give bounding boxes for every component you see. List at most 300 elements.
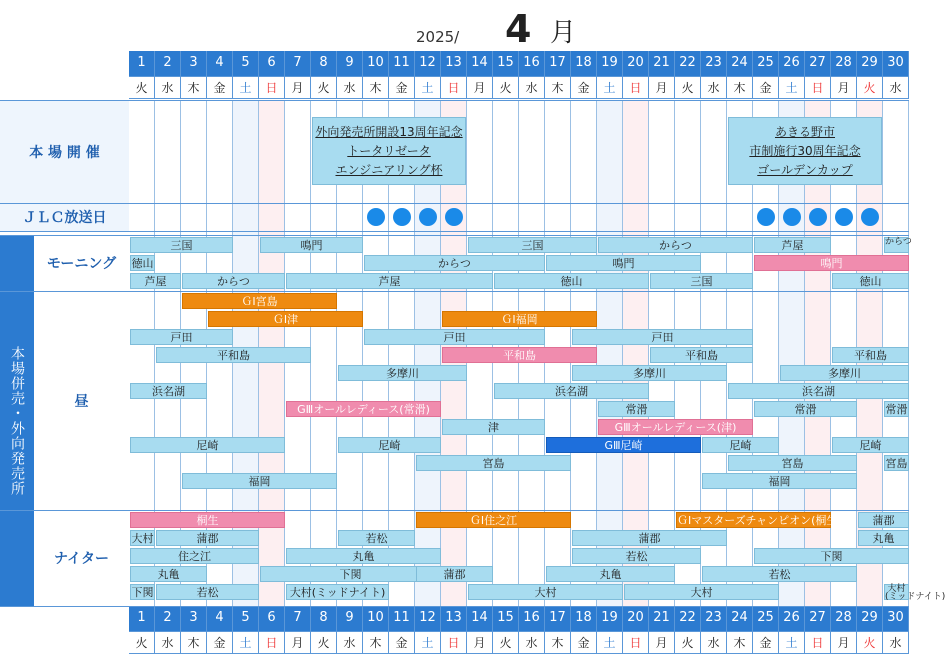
top-day-number: 21 — [649, 51, 675, 76]
section-divider — [0, 100, 909, 101]
top-day-number: 27 — [805, 51, 831, 76]
jlc-section-label: ＪＬＣ放送日 — [22, 210, 107, 226]
race-bar-label: 宮島 — [781, 457, 804, 470]
race-bar-label: 芦屋 — [378, 275, 401, 288]
jlc-broadcast-dot — [445, 208, 463, 226]
race-bar-label: GⅢオールレディース(常滑) — [297, 403, 430, 416]
top-day-number: 26 — [779, 51, 805, 76]
top-weekday: 金 — [753, 76, 779, 99]
race-bar-label: GⅢ尼崎 — [604, 439, 643, 452]
top-weekday: 土 — [415, 76, 441, 99]
bottom-weekday: 月 — [285, 631, 311, 654]
top-day-number: 24 — [727, 51, 753, 76]
race-bar[interactable] — [182, 473, 337, 489]
section-divider — [0, 510, 909, 511]
top-weekday: 火 — [675, 76, 701, 99]
race-bar-label: 蒲郡 — [638, 532, 661, 545]
top-day-number: 14 — [467, 51, 493, 76]
bottom-day-number: 1 — [129, 606, 155, 631]
top-day-number: 9 — [337, 51, 363, 76]
honjo-section-label: 本 場 開 催 — [29, 144, 100, 161]
race-bar-label: 丸亀 — [872, 532, 895, 545]
honjo-event — [728, 117, 882, 185]
top-weekday: 日 — [623, 76, 649, 99]
race-bar[interactable] — [702, 473, 857, 489]
race-bar[interactable] — [728, 383, 909, 399]
bottom-weekday: 水 — [155, 631, 181, 654]
day-section — [34, 291, 129, 510]
top-day-number: 30 — [883, 51, 909, 76]
race-bar-label: 若松 — [196, 586, 219, 599]
race-bar[interactable] — [494, 383, 649, 399]
top-weekday: 金 — [207, 76, 233, 99]
honjo-section — [0, 100, 129, 203]
race-bar-label: 丸亀 — [599, 568, 622, 581]
bottom-day-number: 21 — [649, 606, 675, 631]
race-bar-label: 浜名湖 — [152, 385, 185, 398]
top-weekday: 木 — [727, 76, 753, 99]
race-bar[interactable] — [442, 311, 597, 327]
race-bar[interactable] — [546, 437, 701, 453]
section-divider — [0, 203, 909, 204]
bottom-weekday: 金 — [571, 631, 597, 654]
race-bar[interactable] — [754, 401, 857, 417]
bottom-weekday: 火 — [857, 631, 883, 654]
event-line[interactable]: 外向発売所開設13周年記念 — [315, 125, 463, 139]
event-line[interactable]: 市制施行30周年記念 — [749, 144, 861, 158]
top-weekday: 日 — [805, 76, 831, 99]
race-bar-label: 蒲郡 — [443, 568, 466, 581]
section-divider — [0, 235, 909, 236]
top-day-number: 3 — [181, 51, 207, 76]
bottom-weekday: 日 — [623, 631, 649, 654]
race-bar-label: GⅢオールレディース(津) — [614, 421, 737, 434]
bottom-day-number: 18 — [571, 606, 597, 631]
race-bar[interactable] — [130, 566, 207, 582]
race-bar-label: 徳山 — [560, 275, 583, 288]
bottom-weekday: 日 — [805, 631, 831, 654]
race-bar-label: からつ — [438, 257, 471, 270]
race-bar[interactable] — [832, 273, 909, 289]
race-bar-label: 尼崎 — [196, 439, 219, 452]
race-bar-label: 福岡 — [248, 475, 271, 488]
race-bar[interactable] — [468, 237, 597, 253]
race-bar-label: 住之江 — [178, 550, 211, 563]
year-label: 2025/ — [416, 28, 460, 46]
top-weekday: 火 — [493, 76, 519, 99]
race-bar-label: ＧⅠ宮島 — [241, 295, 278, 308]
race-bar-label: 徳山 — [131, 257, 154, 270]
top-weekday: 火 — [311, 76, 337, 99]
month-number: 4 — [505, 7, 532, 51]
bottom-day-number: 12 — [415, 606, 441, 631]
race-bar[interactable] — [754, 237, 831, 253]
event-line[interactable]: ゴールデンカップ — [757, 163, 853, 177]
top-weekday: 木 — [545, 76, 571, 99]
race-bar[interactable] — [754, 548, 909, 564]
top-weekday: 土 — [597, 76, 623, 99]
bottom-day-number: 30 — [883, 606, 909, 631]
top-weekday: 月 — [285, 76, 311, 99]
race-bar[interactable] — [884, 455, 909, 471]
race-bar-label: 芦屋 — [781, 239, 804, 252]
top-day-number: 5 — [233, 51, 259, 76]
top-day-number: 19 — [597, 51, 623, 76]
top-day-number: 11 — [389, 51, 415, 76]
race-bar[interactable] — [182, 293, 337, 309]
month-suffix: 月 — [550, 18, 577, 48]
bottom-day-number: 2 — [155, 606, 181, 631]
race-bar-label: 常滑 — [794, 403, 817, 416]
morning-section-label: モーニング — [46, 256, 117, 272]
top-day-number: 4 — [207, 51, 233, 76]
bottom-day-number: 24 — [727, 606, 753, 631]
bottom-day-number: 17 — [545, 606, 571, 631]
race-bar[interactable] — [858, 530, 909, 546]
race-bar-label: 大村 — [534, 586, 557, 599]
race-bar[interactable] — [338, 530, 415, 546]
race-bar-label: ＧⅠ福岡 — [501, 313, 538, 326]
race-bar-label: 若松 — [768, 568, 791, 581]
race-bar[interactable] — [416, 512, 571, 528]
race-bar[interactable] — [546, 566, 675, 582]
race-bar[interactable] — [364, 329, 545, 345]
bottom-day-number: 3 — [181, 606, 207, 631]
race-bar[interactable] — [780, 365, 909, 381]
bottom-day-number: 14 — [467, 606, 493, 631]
race-bar[interactable] — [130, 584, 155, 600]
race-bar-label: 鳴門 — [820, 257, 843, 270]
top-weekday: 水 — [337, 76, 363, 99]
bottom-weekday: 金 — [207, 631, 233, 654]
race-bar[interactable] — [884, 401, 909, 417]
top-day-number: 12 — [415, 51, 441, 76]
race-bar-label: 多摩川 — [633, 367, 666, 380]
race-bar[interactable] — [884, 584, 945, 602]
bottom-day-number: 10 — [363, 606, 389, 631]
race-bar-label: からつ — [217, 275, 250, 288]
bottom-weekday: 水 — [519, 631, 545, 654]
bottom-day-number: 28 — [831, 606, 857, 631]
morning-section — [34, 235, 129, 291]
race-bar[interactable] — [286, 584, 389, 600]
bottom-day-number: 16 — [519, 606, 545, 631]
top-day-number: 7 — [285, 51, 311, 76]
bottom-day-number: 9 — [337, 606, 363, 631]
race-bar[interactable] — [598, 419, 753, 435]
event-line[interactable]: エンジニアリング杯 — [335, 163, 443, 177]
top-weekday: 月 — [467, 76, 493, 99]
race-bar-label: 丸亀 — [352, 550, 375, 563]
bottom-day-number: 8 — [311, 606, 337, 631]
race-bar[interactable] — [156, 530, 259, 546]
race-bar[interactable] — [130, 237, 233, 253]
outer-section-label: 本場併売・外向発売所 — [9, 345, 25, 496]
bottom-weekday: 土 — [779, 631, 805, 654]
top-day-number: 15 — [493, 51, 519, 76]
race-bar[interactable] — [130, 255, 155, 271]
race-bar-label: 下関 — [131, 586, 154, 599]
section-divider — [0, 291, 909, 292]
bottom-weekday: 土 — [415, 631, 441, 654]
race-bar-label: 尼崎 — [378, 439, 401, 452]
race-bar-label: 常滑 — [885, 403, 908, 416]
bottom-weekday: 土 — [233, 631, 259, 654]
bottom-weekday: 火 — [493, 631, 519, 654]
race-bar-label: ＧⅠ住之江 — [469, 514, 518, 527]
race-bar-label: 下関 — [820, 550, 843, 563]
race-bar[interactable] — [130, 383, 207, 399]
bottom-day-number: 20 — [623, 606, 649, 631]
race-bar-label: からつ — [885, 237, 912, 247]
bottom-weekday: 火 — [129, 631, 155, 654]
top-day-number: 17 — [545, 51, 571, 76]
race-bar[interactable] — [858, 512, 909, 528]
jlc-broadcast-dot — [861, 208, 879, 226]
top-day-number: 13 — [441, 51, 467, 76]
bottom-day-number: 13 — [441, 606, 467, 631]
race-bar-label: 福岡 — [768, 475, 791, 488]
race-bar-label: 芦屋 — [144, 275, 167, 288]
race-bar[interactable] — [572, 548, 701, 564]
race-bar-label: 宮島 — [885, 457, 908, 470]
bottom-day-number: 25 — [753, 606, 779, 631]
top-weekday: 金 — [389, 76, 415, 99]
race-bar[interactable] — [286, 401, 441, 417]
bottom-weekday: 火 — [311, 631, 337, 654]
top-day-number: 20 — [623, 51, 649, 76]
top-day-number: 22 — [675, 51, 701, 76]
race-bar[interactable] — [728, 455, 857, 471]
top-weekday: 日 — [441, 76, 467, 99]
jlc-broadcast-dot — [835, 208, 853, 226]
bottom-weekday: 木 — [545, 631, 571, 654]
race-bar-label: 戸田 — [170, 331, 193, 344]
top-day-number: 23 — [701, 51, 727, 76]
top-day-number: 16 — [519, 51, 545, 76]
top-weekday: 水 — [155, 76, 181, 99]
race-bar-label: 戸田 — [443, 331, 466, 344]
race-bar[interactable] — [572, 329, 753, 345]
race-bar[interactable] — [494, 273, 649, 289]
honjo-event — [312, 117, 466, 185]
race-bar-label: 尼崎 — [729, 439, 752, 452]
race-bar-label: 大村 — [131, 532, 154, 545]
race-bar-label: 多摩川 — [386, 367, 419, 380]
top-weekday: 火 — [857, 76, 883, 99]
top-day-number: 29 — [857, 51, 883, 76]
race-bar-label: 宮島 — [482, 457, 505, 470]
race-bar[interactable] — [130, 437, 285, 453]
race-bar[interactable] — [572, 530, 727, 546]
section-divider — [0, 606, 909, 607]
bottom-weekday: 火 — [675, 631, 701, 654]
race-bar[interactable] — [182, 273, 285, 289]
race-bar[interactable] — [364, 255, 545, 271]
race-bar[interactable] — [702, 566, 857, 582]
top-day-number: 10 — [363, 51, 389, 76]
race-bar-label: 戸田 — [651, 331, 674, 344]
bottom-weekday: 土 — [597, 631, 623, 654]
race-bar-label: 三国 — [521, 239, 544, 252]
race-bar-label: 三国 — [170, 239, 193, 252]
bottom-weekday: 水 — [883, 631, 909, 654]
jlc-broadcast-dot — [809, 208, 827, 226]
top-weekday: 水 — [701, 76, 727, 99]
top-day-number: 18 — [571, 51, 597, 76]
jlc-broadcast-dot — [393, 208, 411, 226]
race-bar-label: からつ — [659, 239, 692, 252]
top-weekday: 月 — [831, 76, 857, 99]
race-bar[interactable] — [702, 437, 779, 453]
bottom-weekday: 水 — [701, 631, 727, 654]
race-bar[interactable] — [754, 255, 909, 271]
bottom-day-number: 27 — [805, 606, 831, 631]
event-line[interactable]: あきる野市 — [774, 125, 835, 139]
race-bar[interactable] — [260, 237, 363, 253]
race-bar[interactable] — [338, 437, 441, 453]
race-bar-label: 平和島 — [503, 349, 536, 362]
race-bar[interactable] — [416, 455, 571, 471]
event-line[interactable]: トータリゼータ — [347, 144, 431, 158]
race-bar-label: ＧⅠ津 — [272, 313, 299, 326]
race-bar[interactable] — [130, 273, 181, 289]
top-weekday: 火 — [129, 76, 155, 99]
race-bar-label: 鳴門 — [300, 239, 323, 252]
bottom-day-number: 5 — [233, 606, 259, 631]
night-section-label: ナイター — [53, 551, 110, 567]
bottom-weekday: 金 — [753, 631, 779, 654]
race-bar-label: 若松 — [365, 532, 388, 545]
calendar-title — [0, 6, 937, 50]
race-bar-label: 浜名湖 — [802, 385, 835, 398]
race-bar-label: 平和島 — [217, 349, 250, 362]
bottom-weekday: 金 — [389, 631, 415, 654]
jlc-broadcast-dot — [367, 208, 385, 226]
jlc-section — [0, 203, 129, 231]
bottom-weekday: 木 — [181, 631, 207, 654]
bottom-day-number: 23 — [701, 606, 727, 631]
race-bar-label: 大村(ミッドナイト) — [289, 586, 386, 599]
top-day-number: 6 — [259, 51, 285, 76]
top-weekday: 水 — [519, 76, 545, 99]
top-weekday: 水 — [883, 76, 909, 99]
race-bar[interactable] — [832, 437, 909, 453]
race-bar-label: 平和島 — [685, 349, 718, 362]
race-bar-label: 下関 — [339, 568, 362, 581]
top-day-number: 8 — [311, 51, 337, 76]
bottom-day-number: 11 — [389, 606, 415, 631]
bottom-day-number: 15 — [493, 606, 519, 631]
race-bar[interactable] — [416, 566, 493, 582]
night-section — [34, 510, 129, 606]
race-bar-label: 浜名湖 — [555, 385, 588, 398]
race-bar[interactable] — [884, 237, 912, 253]
race-bar[interactable] — [260, 566, 441, 582]
bottom-day-number: 22 — [675, 606, 701, 631]
race-bar[interactable] — [468, 584, 623, 600]
race-bar-label: 若松 — [625, 550, 648, 563]
bottom-weekday: 月 — [467, 631, 493, 654]
bottom-weekday: 月 — [649, 631, 675, 654]
top-weekday: 土 — [233, 76, 259, 99]
bottom-day-number: 6 — [259, 606, 285, 631]
race-bar-label: 蒲郡 — [872, 514, 895, 527]
race-bar[interactable] — [676, 512, 842, 528]
bottom-day-number: 4 — [207, 606, 233, 631]
bottom-day-number: 26 — [779, 606, 805, 631]
race-bar[interactable] — [286, 273, 493, 289]
bottom-weekday: 月 — [831, 631, 857, 654]
top-weekday: 木 — [363, 76, 389, 99]
race-bar-label: 尼崎 — [859, 439, 882, 452]
top-weekday: 金 — [571, 76, 597, 99]
race-bar[interactable] — [572, 365, 727, 381]
top-day-number: 1 — [129, 51, 155, 76]
race-bar[interactable] — [598, 237, 753, 253]
race-bar[interactable] — [598, 401, 675, 417]
jlc-broadcast-dot — [419, 208, 437, 226]
bottom-day-number: 29 — [857, 606, 883, 631]
race-bar[interactable] — [156, 347, 311, 363]
bottom-weekday: 日 — [259, 631, 285, 654]
section-divider — [0, 231, 909, 232]
race-bar[interactable] — [130, 512, 285, 528]
race-bar[interactable] — [650, 273, 753, 289]
race-bar[interactable] — [130, 548, 259, 564]
race-bar[interactable] — [130, 530, 155, 546]
top-weekday: 月 — [649, 76, 675, 99]
race-bar-sublabel: (ミッドナイト) — [885, 592, 945, 602]
race-bar[interactable] — [130, 329, 233, 345]
race-bar[interactable] — [442, 347, 597, 363]
bottom-weekday: 木 — [363, 631, 389, 654]
top-weekday: 日 — [259, 76, 285, 99]
top-day-number: 25 — [753, 51, 779, 76]
top-weekday: 土 — [779, 76, 805, 99]
race-bar[interactable] — [338, 365, 467, 381]
race-bar[interactable] — [650, 347, 753, 363]
race-bar-label: 鳴門 — [612, 257, 635, 270]
day-section-label: 昼 — [74, 393, 89, 410]
race-bar-label: 大村 — [887, 584, 906, 594]
race-bar-label: ＧⅠマスターズチャンピオン(桐生) — [677, 514, 842, 527]
race-bar-label: 津 — [488, 421, 499, 434]
bottom-weekday: 日 — [441, 631, 467, 654]
race-bar-label: 丸亀 — [157, 568, 180, 581]
top-weekday: 木 — [181, 76, 207, 99]
bottom-day-number: 19 — [597, 606, 623, 631]
race-bar[interactable] — [546, 255, 701, 271]
jlc-broadcast-dot — [783, 208, 801, 226]
race-bar[interactable] — [832, 347, 909, 363]
race-bar-label: 大村 — [690, 586, 713, 599]
top-day-number: 28 — [831, 51, 857, 76]
bottom-day-number: 7 — [285, 606, 311, 631]
bottom-weekday: 木 — [727, 631, 753, 654]
race-bar-label: 桐生 — [196, 514, 219, 527]
race-bar[interactable] — [208, 311, 363, 327]
top-day-number: 2 — [155, 51, 181, 76]
race-bar[interactable] — [624, 584, 779, 600]
race-bar-label: 常滑 — [625, 403, 648, 416]
race-bar-label: 平和島 — [854, 349, 887, 362]
race-bar[interactable] — [286, 548, 441, 564]
race-bar[interactable] — [156, 584, 259, 600]
race-bar[interactable] — [442, 419, 545, 435]
race-bar-label: 徳山 — [859, 275, 882, 288]
jlc-broadcast-dot — [757, 208, 775, 226]
